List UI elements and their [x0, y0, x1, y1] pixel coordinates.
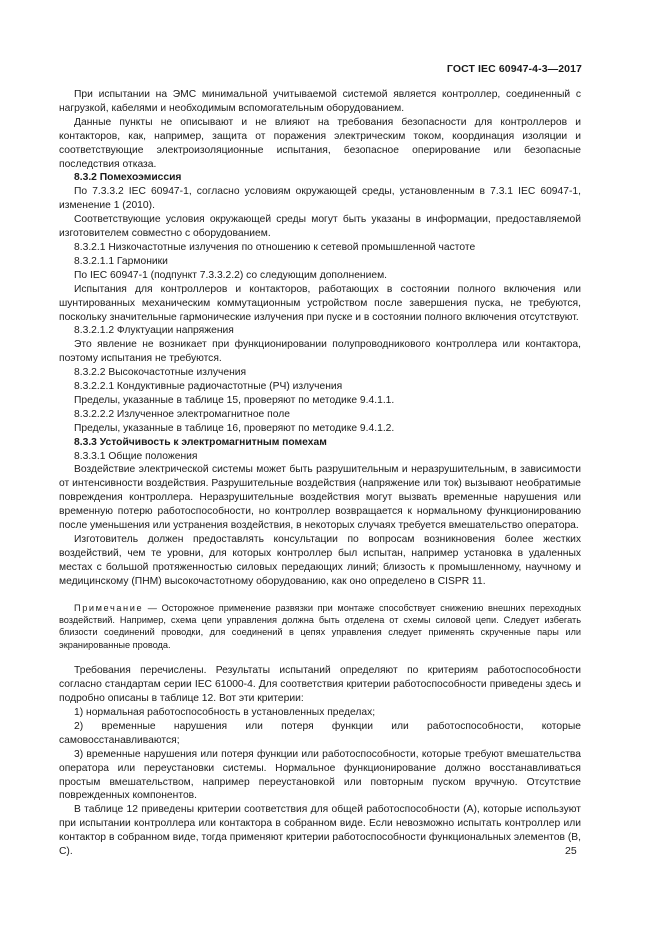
section-heading: 8.3.2 Помехоэмиссия — [74, 172, 182, 184]
paragraph: По IEC 60947-1 (подпункт 7.3.3.2.2) со следующим дополнением. — [74, 269, 388, 281]
paragraph: При испытании на ЭМС минимальной учитываемой системой является контроллер, соединенный с нагрузкой, кабелями и необходимым вспомогательным оборудованием. — [59, 89, 581, 114]
subsection-title: 8.3.2.2 Высокочастотные излучения — [74, 367, 247, 379]
list-item: 3) временные нарушения или потеря функции или работоспособности, которые требуют вмешательства оператора или переустановки системы. Нормальное функционирование должно восстанавливаться простым вмешательством, например переустановкой или повторным пуском вручную. Отсутствие поврежденных компонентов. — [59, 748, 581, 802]
note-dash: — — [143, 602, 162, 613]
subsection-title: 8.3.2.2.1 Кондуктивные радиочастотные (РЧ) излучения — [74, 381, 343, 393]
list-item: 1) нормальная работоспособность в установленных пределах; — [74, 706, 376, 718]
note-label: Примечание — [74, 602, 144, 613]
paragraph: Пределы, указанные в таблице 16, проверяют по методике 9.4.1.2. — [74, 422, 395, 434]
document-header: ГОСТ IEC 60947-4-3—2017 — [446, 63, 582, 75]
subsection-title: 8.3.3.1 Общие положения — [74, 450, 198, 462]
paragraph: По 7.3.3.2 IEC 60947-1, согласно условиям окружающей среды, установленным в 7.3.1 IEC 60947-1, изменение 1 (2010). — [59, 186, 581, 212]
paragraph: Изготовитель должен предоставлять консультации по вопросам возникновения более жестких воздействий, чем те уровни, для которых контроллер был испытан, например установка в удаленных местах с большой протяженностью силовых передающих линий; близость к промышленному, научному и медицинскому (ПНМ) высокочастотному оборудованию, как оно определено в CISPR 11. — [59, 534, 581, 587]
paragraph: Пределы, указанные в таблице 15, проверяют по методике 9.4.1.1. — [74, 394, 395, 406]
document-body — [59, 88, 581, 859]
paragraph: Воздействие электрической системы может быть разрушительным и неразрушительным, в зависимости от интенсивности воздействия. Разрушительные воздействия (напряжение или ток) вызывают необратимые повреждения контроллера. Неразрушительные воздействия могут вызвать временные нарушения или временную потерю работоспособности, но контроллер возвращается к нормальному функционированию после уменьшения или устранения воздействия, в некоторых случаях требуется вмешательство оператора. — [59, 464, 581, 532]
paragraph: Данные пункты не описывают и не влияют на требования безопасности для контроллеров и контакторов, как, например, защита от поражения электрическим током, координация изоляции и соответствующие электроизоляционные испытания, безопасное оперирование или безопасные последствия отказа. — [59, 116, 581, 170]
paragraph: Требования перечислены. Результаты испытаний определяют по критериям работоспособности согласно стандартам серии IEC 61000-4. Для соответствия критерии работоспособности приведены здесь и подробно описаны в таблице 12. Вот эти критерии: — [59, 665, 581, 705]
note — [59, 602, 581, 652]
paragraph: Испытания для контроллеров и контакторов, работающих в состоянии полного включения или шунтированных механическим коммутационным устройством после завершения пуска, не требуются, поскольку значительные гармонические излучения при пуске и в состоянии полного включения отсутствуют. — [59, 283, 581, 323]
section-heading: 8.3.3 Устойчивость к электромагнитным помехам — [74, 436, 327, 448]
list-item: 2) временные нарушения или потеря функции или работоспособности, которые самовосстанавливаются; — [59, 720, 581, 746]
subsection-title: 8.3.2.1.1 Гармоники — [74, 255, 168, 267]
paragraph: В таблице 12 приведены критерии соответствия для общей работоспособности (А), которые используют при испытании контроллера или контактора в собранном виде. Если невозможно испытать контроллер или контактор в собранном виде, тогда применяют критерии работоспособности функциональных элементов (В, С). — [59, 804, 581, 858]
note-text: Осторожное применение развязки при монтаже способствует снижению внешних переходных воздействий. Например, схема цепи управления должна быть отделена от схемы силовой цепи. Следует избегать близости соединений проводки, для соединений в цепях управления следует применять скрученные пары или экранированные провода. — [59, 602, 581, 650]
paragraph: Соответствующие условия окружающей среды могут быть указаны в информации, предоставляемой изготовителем совместно с оборудованием. — [59, 214, 581, 240]
subsection-title: 8.3.2.1.2 Флуктуации напряжения — [74, 325, 234, 337]
paragraph: Это явление не возникает при функционировании полупроводникового контроллера или контактора, поэтому испытания не требуются. — [59, 339, 581, 365]
subsection-title: 8.3.2.2.2 Излученное электромагнитное поле — [74, 408, 290, 420]
page-number: 25 — [565, 845, 577, 857]
subsection-title: 8.3.2.1 Низкочастотные излучения по отношению к сетевой промышленной частоте — [74, 241, 476, 253]
